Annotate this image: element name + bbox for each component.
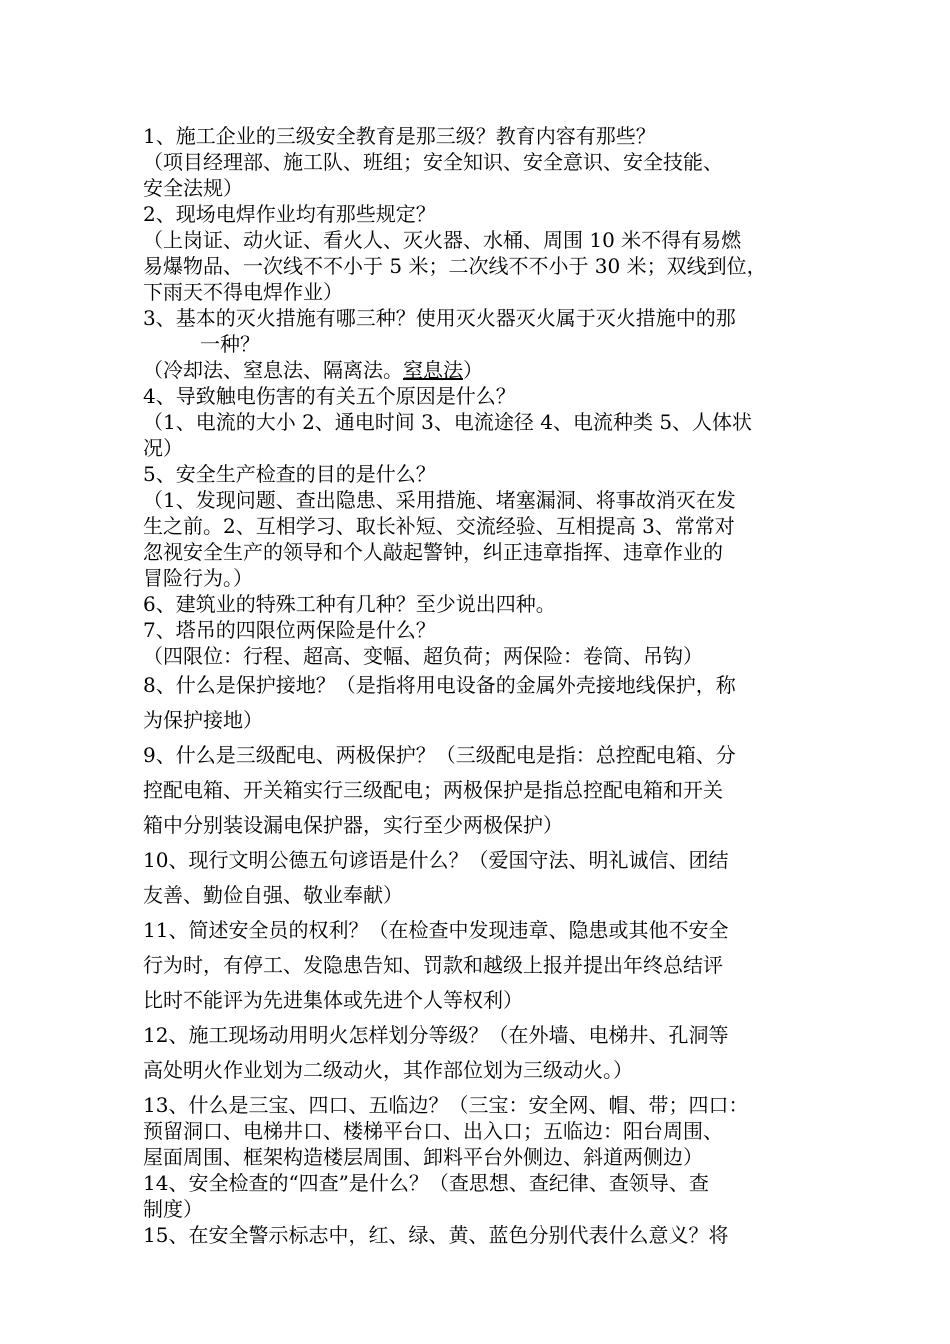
question-15-line-1: 15、在安全警示标志中，红、绿、黄、蓝色分别代表什么意义？将 xyxy=(143,1223,729,1247)
question-9-line-2: 控配电箱、开关箱实行三级配电；两极保护是指总控配电箱和开关 xyxy=(143,778,723,802)
answer-5-line-1: （1、发现问题、查出隐患、采用措施、堵塞漏洞、将事故消灭在发 xyxy=(143,488,736,512)
question-13-line-1: 13、什么是三宝、四口、五临边？（三宝：安全网、帽、带；四口： xyxy=(143,1093,749,1117)
answer-2-line-2: 易爆物品、一次线不不小于 5 米；二次线不不小于 30 米；双线到位， xyxy=(143,254,767,278)
question-8-line-1: 8、什么是保护接地？（是指将用电设备的金属外壳接地线保护，称 xyxy=(143,673,736,697)
question-13-line-2: 预留洞口、电梯井口、楼梯平台口、出入口；五临边：阳台周围、 xyxy=(143,1119,723,1143)
question-3-line-2: 一种？ xyxy=(200,332,260,356)
answer-1-line-1: （项目经理部、施工队、班组；安全知识、安全意识、安全技能、 xyxy=(143,150,723,174)
answer-3-key: 窒息法 xyxy=(403,358,463,382)
question-11-line-1: 11、简述安全员的权利？（在检查中发现违章、隐患或其他不安全 xyxy=(143,918,729,942)
question-9-line-3: 箱中分别装设漏电保护器，实行至少两极保护） xyxy=(143,813,563,837)
answer-3-close: ） xyxy=(463,358,483,382)
question-12-line-2: 高处明火作业划为二级动火，其作部位划为三级动火。） xyxy=(143,1058,633,1082)
question-3-line-1: 3、基本的灭火措施有哪三种？使用灭火器灭火属于灭火措施中的那 xyxy=(143,306,736,330)
answer-7: （四限位：行程、超高、变幅、超负荷；两保险：卷筒、吊钩） xyxy=(143,644,703,668)
question-11-line-3: 比时不能评为先进集体或先进个人等权利） xyxy=(143,988,523,1012)
question-14-line-1: 14、安全检查的“四查”是什么？（查思想、查纪律、查领导、查 xyxy=(143,1171,709,1195)
question-6: 6、建筑业的特殊工种有几种？至少说出四种。 xyxy=(143,592,556,616)
question-8-line-2: 为保护接地） xyxy=(143,708,263,732)
answer-2-line-3: 下雨天不得电焊作业） xyxy=(143,280,343,304)
question-11-line-2: 行为时，有停工、发隐患告知、罚款和越级上报并提出年终总结评 xyxy=(143,953,723,977)
question-1: 1、施工企业的三级安全教育是那三级？教育内容有那些？ xyxy=(143,124,656,148)
answer-3 xyxy=(143,357,483,383)
answer-5-line-3: 忽视安全生产的领导和个人敲起警钟，纠正违章指挥、违章作业的 xyxy=(143,540,723,564)
answer-5-line-4: 冒险行为。） xyxy=(143,566,253,590)
answer-4-line-1: （1、电流的大小 2、通电时间 3、电流途径 4、电流种类 5、人体状 xyxy=(143,410,753,434)
answer-4-line-2: 况） xyxy=(143,436,183,460)
question-7: 7、塔吊的四限位两保险是什么？ xyxy=(143,618,436,642)
answer-3-text: （冷却法、窒息法、隔离法。 xyxy=(143,358,403,382)
question-10-line-1: 10、现行文明公德五句谚语是什么？（爱国守法、明礼诚信、团结 xyxy=(143,848,729,872)
question-4: 4、导致触电伤害的有关五个原因是什么？ xyxy=(143,384,516,408)
question-12-line-1: 12、施工现场动用明火怎样划分等级？（在外墙、电梯井、孔洞等 xyxy=(143,1023,729,1047)
question-2: 2、现场电焊作业均有那些规定？ xyxy=(143,202,436,226)
question-9-line-1: 9、什么是三级配电、两极保护？（三级配电是指：总控配电箱、分 xyxy=(143,743,736,767)
question-5: 5、安全生产检查的目的是什么？ xyxy=(143,462,436,486)
question-10-line-2: 友善、勤俭自强、敬业奉献） xyxy=(143,883,403,907)
question-14-line-2: 制度） xyxy=(143,1197,203,1221)
question-13-line-3: 屋面周围、框架构造楼层周围、卸料平台外侧边、斜道两侧边） xyxy=(143,1145,703,1169)
answer-5-line-2: 生之前。2、互相学习、取长补短、交流经验、互相提高 3、常常对 xyxy=(143,514,735,538)
answer-1-line-2: 安全法规） xyxy=(143,176,243,200)
answer-2-line-1: （上岗证、动火证、看火人、灭火器、水桶、周围 10 米不得有易燃 xyxy=(143,228,742,252)
